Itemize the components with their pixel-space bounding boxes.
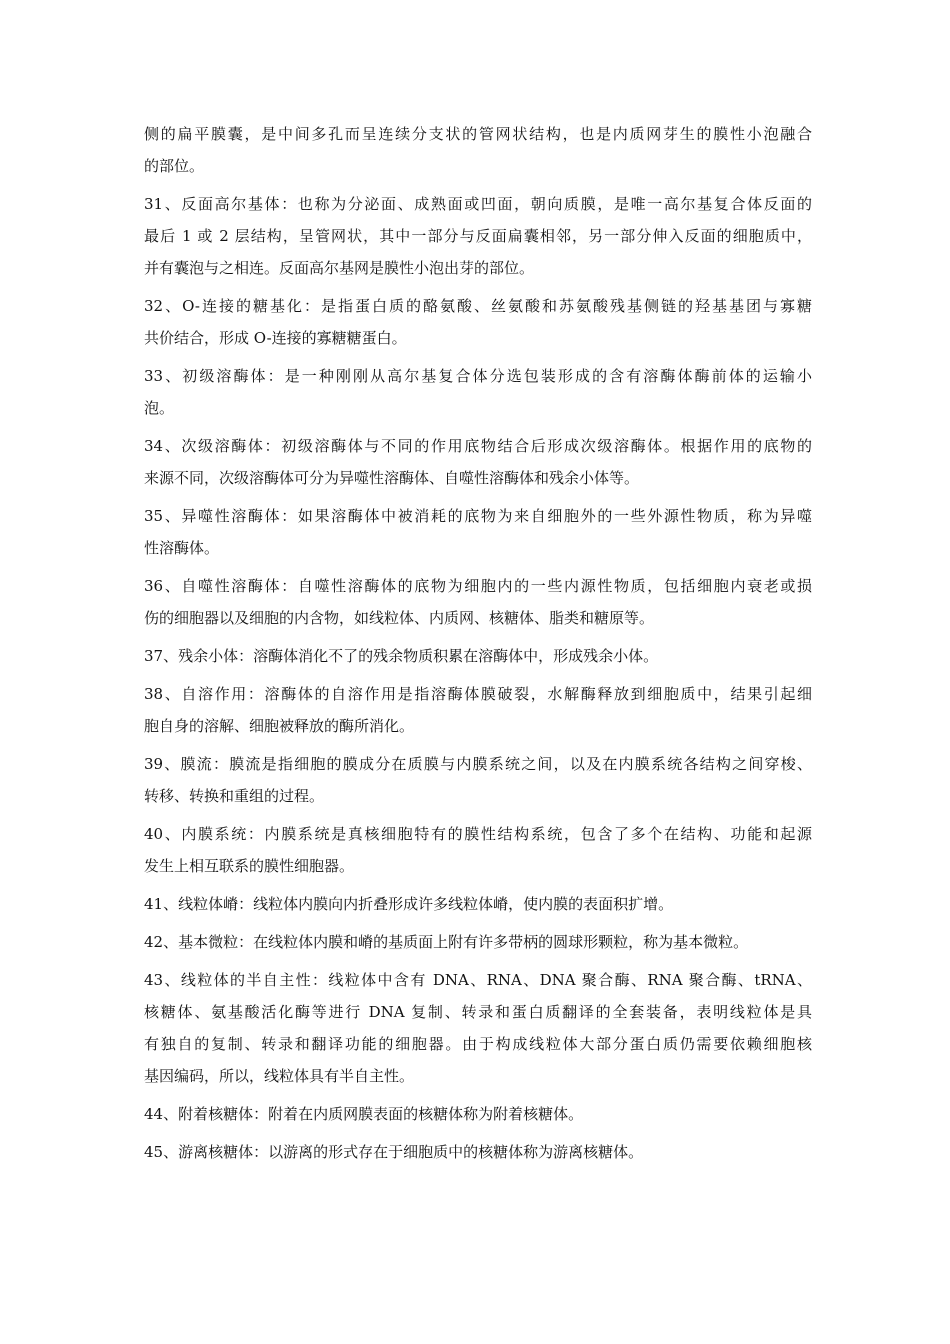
text-line: 转移、转换和重组的过程。 bbox=[144, 787, 325, 805]
definition-item-39 bbox=[144, 748, 812, 812]
text-line: 伤的细胞器以及细胞的内含物，如线粒体、内质网、核糖体、脂类和糖原等。 bbox=[144, 609, 655, 627]
text-line: 有独自的复制、转录和翻译功能的细胞器。由于构成线粒体大部分蛋白质仍需要依赖细胞核 bbox=[144, 1035, 812, 1053]
text-line: 32、O-连接的糖基化：是指蛋白质的酪氨酸、丝氨酸和苏氨酸残基侧链的羟基基团与寡糖 bbox=[144, 297, 812, 315]
definition-item-31 bbox=[144, 188, 812, 284]
definition-item-42 bbox=[144, 926, 812, 958]
definition-item-32 bbox=[144, 290, 812, 354]
definition-item-40 bbox=[144, 818, 812, 882]
definition-item-33 bbox=[144, 360, 812, 424]
text-line: 的部位。 bbox=[144, 157, 205, 175]
text-line: 42、基本微粒：在线粒体内膜和嵴的基质面上附有许多带柄的圆球形颗粒，称为基本微粒。 bbox=[144, 933, 749, 951]
text-line: 基因编码，所以，线粒体具有半自主性。 bbox=[144, 1067, 415, 1085]
text-line: 侧的扁平膜囊，是中间多孔而呈连续分支状的管网状结构，也是内质网芽生的膜性小泡融合 bbox=[144, 125, 812, 143]
text-line: 31、反面高尔基体：也称为分泌面、成熟面或凹面，朝向质膜，是唯一高尔基复合体反面的 bbox=[144, 195, 812, 213]
definition-item-41 bbox=[144, 888, 812, 920]
text-line: 泡。 bbox=[144, 399, 175, 417]
text-line: 最后 1 或 2 层结构，呈管网状，其中一部分与反面扁囊相邻，另一部分伸入反面的细胞质中， bbox=[144, 227, 812, 245]
text-line: 41、线粒体嵴：线粒体内膜向内折叠形成许多线粒体嵴，使内膜的表面积扩增。 bbox=[144, 895, 674, 913]
text-line: 34、次级溶酶体：初级溶酶体与不同的作用底物结合后形成次级溶酶体。根据作用的底物的 bbox=[144, 437, 812, 455]
text-line: 发生上相互联系的膜性细胞器。 bbox=[144, 857, 355, 875]
text-line: 来源不同，次级溶酶体可分为异噬性溶酶体、自噬性溶酶体和残余小体等。 bbox=[144, 469, 640, 487]
text-line: 胞自身的溶解、细胞被释放的酶所消化。 bbox=[144, 717, 415, 735]
text-line: 40、内膜系统：内膜系统是真核细胞特有的膜性结构系统，包含了多个在结构、功能和起源 bbox=[144, 825, 812, 843]
text-line: 45、游离核糖体：以游离的形式存在于细胞质中的核糖体称为游离核糖体。 bbox=[144, 1143, 644, 1161]
document-body bbox=[144, 118, 812, 1174]
definition-item-36 bbox=[144, 570, 812, 634]
continued-paragraph bbox=[144, 118, 812, 182]
definition-item-35 bbox=[144, 500, 812, 564]
text-line: 36、自噬性溶酶体：自噬性溶酶体的底物为细胞内的一些内源性物质，包括细胞内衰老或损 bbox=[144, 577, 812, 595]
text-line: 35、异噬性溶酶体：如果溶酶体中被消耗的底物为来自细胞外的一些外源性物质，称为异噬 bbox=[144, 507, 812, 525]
text-line: 33、初级溶酶体：是一种刚刚从高尔基复合体分选包装形成的含有溶酶体酶前体的运输小 bbox=[144, 367, 812, 385]
text-line: 44、附着核糖体：附着在内质网膜表面的核糖体称为附着核糖体。 bbox=[144, 1105, 584, 1123]
text-line: 38、自溶作用：溶酶体的自溶作用是指溶酶体膜破裂，水解酶释放到细胞质中，结果引起细 bbox=[144, 685, 812, 703]
text-line: 37、残余小体：溶酶体消化不了的残余物质积累在溶酶体中，形成残余小体。 bbox=[144, 647, 659, 665]
text-line: 性溶酶体。 bbox=[144, 539, 220, 557]
definition-item-37 bbox=[144, 640, 812, 672]
definition-item-45 bbox=[144, 1136, 812, 1168]
text-line: 共价结合，形成 O-连接的寡糖糖蛋白。 bbox=[144, 329, 407, 347]
text-line: 并有囊泡与之相连。反面高尔基网是膜性小泡出芽的部位。 bbox=[144, 259, 535, 277]
definition-item-43 bbox=[144, 964, 812, 1092]
text-line: 43、线粒体的半自主性：线粒体中含有 DNA、RNA、DNA 聚合酶、RNA 聚合酶、tRNA、 bbox=[144, 971, 812, 989]
definition-item-44 bbox=[144, 1098, 812, 1130]
definition-item-34 bbox=[144, 430, 812, 494]
text-line: 核糖体、氨基酸活化酶等进行 DNA 复制、转录和蛋白质翻译的全套装备，表明线粒体是具 bbox=[144, 1003, 812, 1021]
text-line: 39、膜流：膜流是指细胞的膜成分在质膜与内膜系统之间，以及在内膜系统各结构之间穿梭、 bbox=[144, 755, 812, 773]
definition-item-38 bbox=[144, 678, 812, 742]
